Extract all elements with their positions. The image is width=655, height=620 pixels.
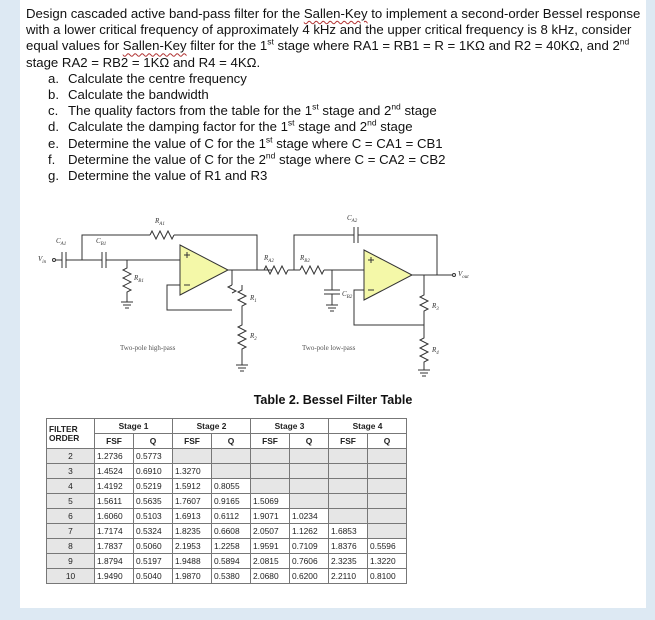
header-filter: FILTER xyxy=(49,423,78,434)
table-row xyxy=(47,539,407,554)
cell-fsf xyxy=(251,464,290,479)
ground-symbol xyxy=(121,302,133,308)
cell-q xyxy=(290,494,329,509)
cell-q xyxy=(368,524,407,539)
bessel-filter-table xyxy=(46,418,407,584)
label-r3: $R_3$ xyxy=(432,302,439,312)
wire xyxy=(228,285,236,293)
task-superscript: st xyxy=(312,101,319,112)
resistor-ra2 xyxy=(264,266,288,274)
task-superscript: nd xyxy=(367,118,377,129)
cell-q: 0.5894 xyxy=(212,554,251,569)
cell-order: 9 xyxy=(47,554,95,569)
cell-q: 1.3220 xyxy=(368,554,407,569)
cell-q: 0.8055 xyxy=(212,479,251,494)
header-stage-3: Stage 3 xyxy=(251,419,329,434)
task-text: stage xyxy=(376,119,413,135)
cell-order: 5 xyxy=(47,494,95,509)
cell-q xyxy=(368,494,407,509)
table-title: Table 2. Bessel Filter Table xyxy=(253,393,413,407)
cell-q: 0.6200 xyxy=(290,569,329,584)
task-b xyxy=(26,87,644,103)
label-rb1: $R_{B1}$ xyxy=(134,274,144,284)
task-text: stage where C = CA1 = CB1 xyxy=(272,135,443,151)
problem-card xyxy=(20,0,646,608)
cell-fsf: 2.2110 xyxy=(329,569,368,584)
task-text: Determine the value of C for the 2 xyxy=(68,151,266,167)
capacitor-ca1 xyxy=(62,252,66,268)
caption-low-pass: Two-pole low-pass xyxy=(302,344,356,352)
table-header-row xyxy=(47,419,407,434)
cell-q: 1.0234 xyxy=(290,509,329,524)
cell-fsf: 1.9490 xyxy=(95,569,134,584)
table-row xyxy=(47,509,407,524)
header-q: Q xyxy=(290,434,329,449)
task-d xyxy=(26,119,644,135)
header-q: Q xyxy=(134,434,173,449)
cell-fsf: 2.1953 xyxy=(173,539,212,554)
resistor-r1 xyxy=(238,285,246,310)
label-ca2: $C_{A2}$ xyxy=(347,214,358,224)
capacitor-ca2 xyxy=(354,227,358,243)
task-text: Determine the value of C for the 1 xyxy=(68,135,266,151)
table-row xyxy=(47,524,407,539)
sallen-key-term-2: Sallen-Key xyxy=(122,38,187,54)
cell-q: 0.6910 xyxy=(134,464,173,479)
cell-fsf: 1.6853 xyxy=(329,524,368,539)
task-e xyxy=(26,136,644,152)
cell-q: 0.6112 xyxy=(212,509,251,524)
table-row xyxy=(47,554,407,569)
cell-q: 1.1262 xyxy=(290,524,329,539)
task-g xyxy=(26,168,644,184)
cell-q xyxy=(368,479,407,494)
header-stage-2: Stage 2 xyxy=(173,419,251,434)
label-r1: $R_1$ xyxy=(250,294,257,304)
cell-fsf: 1.9071 xyxy=(251,509,290,524)
label-vin: $V_{in}$ xyxy=(38,255,47,265)
cell-q xyxy=(212,449,251,464)
wire xyxy=(82,235,150,260)
cell-fsf: 2.0507 xyxy=(251,524,290,539)
cell-fsf: 1.4192 xyxy=(95,479,134,494)
task-letter: a. xyxy=(48,70,59,86)
cell-q: 0.5197 xyxy=(134,554,173,569)
cell-order: 6 xyxy=(47,509,95,524)
cell-q: 1.2258 xyxy=(212,539,251,554)
cell-q: 0.5635 xyxy=(134,494,173,509)
header-q: Q xyxy=(212,434,251,449)
header-fsf: FSF xyxy=(329,434,368,449)
problem-text xyxy=(26,6,644,184)
capacitor-cb1 xyxy=(102,252,106,268)
header-fsf: FSF xyxy=(95,434,134,449)
task-text: stage and 2 xyxy=(294,119,368,135)
cell-q xyxy=(290,479,329,494)
ground-symbol xyxy=(326,305,338,311)
task-text: Calculate the damping factor for the 1 xyxy=(68,119,288,135)
cell-fsf: 1.7837 xyxy=(95,539,134,554)
cell-order: 2 xyxy=(47,449,95,464)
cell-q: 0.9165 xyxy=(212,494,251,509)
cell-q: 0.7109 xyxy=(290,539,329,554)
statement-part-3: filter for the 1 xyxy=(186,38,268,54)
task-letter: f. xyxy=(48,151,56,167)
task-superscript: nd xyxy=(265,150,276,161)
statement-part-4: stage where RA1 = RB1 = R = 1KΩ and R2 = 40KΩ, and 2 xyxy=(273,38,620,54)
superscript-st: st xyxy=(267,37,274,48)
label-cb1: $C_{B1}$ xyxy=(96,237,107,247)
label-r4: $R_4$ xyxy=(432,346,439,356)
cell-fsf: 1.8376 xyxy=(329,539,368,554)
cell-fsf: 1.5912 xyxy=(173,479,212,494)
cell-q: 0.5324 xyxy=(134,524,173,539)
cell-fsf: 1.9488 xyxy=(173,554,212,569)
cell-q: 0.5103 xyxy=(134,509,173,524)
cell-fsf xyxy=(329,449,368,464)
task-text: stage where C = CA2 = CB2 xyxy=(275,151,446,167)
superscript-nd: nd xyxy=(619,37,630,48)
cell-fsf: 2.0815 xyxy=(251,554,290,569)
task-letter: d. xyxy=(48,119,59,135)
statement-part-1: Design cascaded active band-pass filter for the xyxy=(26,6,304,21)
cell-fsf: 2.0680 xyxy=(251,569,290,584)
cell-q: 0.5380 xyxy=(212,569,251,584)
cell-fsf: 1.2736 xyxy=(95,449,134,464)
cell-q: 0.7606 xyxy=(290,554,329,569)
sallen-key-term: Sallen-Key xyxy=(303,6,368,21)
cell-q xyxy=(290,464,329,479)
header-stage-1: Stage 1 xyxy=(95,419,173,434)
label-ca1: $C_{A1}$ xyxy=(56,237,67,247)
cell-q xyxy=(212,464,251,479)
circuit-diagram xyxy=(32,210,482,385)
ground-symbol xyxy=(418,370,430,376)
resistor-r2 xyxy=(238,310,246,365)
cell-fsf: 1.7607 xyxy=(173,494,212,509)
cell-q: 0.5773 xyxy=(134,449,173,464)
cell-fsf xyxy=(329,509,368,524)
table-row xyxy=(47,479,407,494)
cell-fsf: 1.5611 xyxy=(95,494,134,509)
task-superscript: nd xyxy=(391,101,401,112)
cell-fsf: 1.6913 xyxy=(173,509,212,524)
task-letter: e. xyxy=(48,135,59,151)
cell-order: 10 xyxy=(47,569,95,584)
resistor-ra1 xyxy=(150,231,174,239)
header-fsf: FSF xyxy=(251,434,290,449)
label-ra2: $R_{A2}$ xyxy=(264,254,274,264)
cell-q xyxy=(368,464,407,479)
cell-fsf: 1.6060 xyxy=(95,509,134,524)
capacitor-cb2 xyxy=(324,270,340,305)
resistor-rb1 xyxy=(123,260,131,302)
table-body xyxy=(47,449,407,584)
header-order: ORDER xyxy=(49,432,80,443)
task-a xyxy=(26,71,644,87)
cell-order: 4 xyxy=(47,479,95,494)
cell-fsf xyxy=(251,449,290,464)
cell-order: 3 xyxy=(47,464,95,479)
cell-fsf xyxy=(173,449,212,464)
task-text: stage xyxy=(400,103,437,119)
resistor-rb2 xyxy=(300,266,324,274)
output-terminal xyxy=(453,274,456,277)
ground-symbol xyxy=(236,365,248,371)
cell-q: 0.8100 xyxy=(368,569,407,584)
problem-statement xyxy=(26,6,644,71)
cell-fsf: 1.4524 xyxy=(95,464,134,479)
resistor-r3 xyxy=(420,275,428,325)
cell-q: 0.5040 xyxy=(134,569,173,584)
label-ra1: $R_{A1}$ xyxy=(155,217,165,227)
label-vout: $V_{out}$ xyxy=(458,270,469,280)
task-text: Calculate the bandwidth xyxy=(68,87,209,103)
cell-fsf xyxy=(329,479,368,494)
table-row xyxy=(47,494,407,509)
cell-fsf xyxy=(329,494,368,509)
cell-fsf: 1.5069 xyxy=(251,494,290,509)
table-row xyxy=(47,449,407,464)
cell-q: 0.5060 xyxy=(134,539,173,554)
label-cb2: $C_{B2}$ xyxy=(342,290,353,300)
cell-q: 0.5219 xyxy=(134,479,173,494)
cell-q xyxy=(368,509,407,524)
cell-fsf: 1.9591 xyxy=(251,539,290,554)
header-filter-order xyxy=(47,419,95,449)
cell-fsf: 1.7174 xyxy=(95,524,134,539)
task-text: Determine the value of R1 and R3 xyxy=(68,168,268,184)
task-superscript: st xyxy=(287,118,295,129)
cell-fsf: 1.8235 xyxy=(173,524,212,539)
caption-high-pass: Two-pole high-pass xyxy=(120,344,176,352)
cell-q: 0.5596 xyxy=(368,539,407,554)
cell-fsf: 1.3270 xyxy=(173,464,212,479)
wire xyxy=(294,235,354,270)
label-rb2: $R_{B2}$ xyxy=(300,254,310,264)
task-superscript: st xyxy=(265,134,273,145)
cell-q xyxy=(290,449,329,464)
label-r2: $R_2$ xyxy=(250,332,257,342)
statement-part-5: stage RA2 = RB2 = 1KΩ and R4 = 4KΩ. xyxy=(26,54,261,70)
task-letter: c. xyxy=(48,103,59,119)
wire xyxy=(412,270,452,275)
task-letter: g. xyxy=(48,168,59,184)
input-terminal xyxy=(53,259,56,262)
statement-part-2: to implement a second-order Bessel response with a lower critical frequency of approximately 4 kHz and the upper critical frequency is 8 kHz, consider equal values for xyxy=(26,6,641,54)
cell-q: 0.6608 xyxy=(212,524,251,539)
task-c xyxy=(26,103,644,119)
task-text: The quality factors from the table for the 1 xyxy=(68,103,313,119)
cell-fsf: 1.8794 xyxy=(95,554,134,569)
cell-order: 8 xyxy=(47,539,95,554)
task-f xyxy=(26,152,644,168)
task-list xyxy=(26,71,644,184)
table-row xyxy=(47,569,407,584)
resistor-r4 xyxy=(420,325,428,370)
cell-fsf xyxy=(251,479,290,494)
cell-fsf xyxy=(329,464,368,479)
task-text: stage and 2 xyxy=(318,103,392,119)
table-row xyxy=(47,464,407,479)
task-text: Calculate the centre frequency xyxy=(68,70,247,86)
header-fsf: FSF xyxy=(173,434,212,449)
cell-q xyxy=(368,449,407,464)
task-letter: b. xyxy=(48,87,59,103)
table-subheader-row xyxy=(47,434,407,449)
cell-fsf: 2.3235 xyxy=(329,554,368,569)
cell-fsf: 1.9870 xyxy=(173,569,212,584)
wire xyxy=(167,285,232,310)
cell-order: 7 xyxy=(47,524,95,539)
header-q: Q xyxy=(368,434,407,449)
header-stage-4: Stage 4 xyxy=(329,419,407,434)
